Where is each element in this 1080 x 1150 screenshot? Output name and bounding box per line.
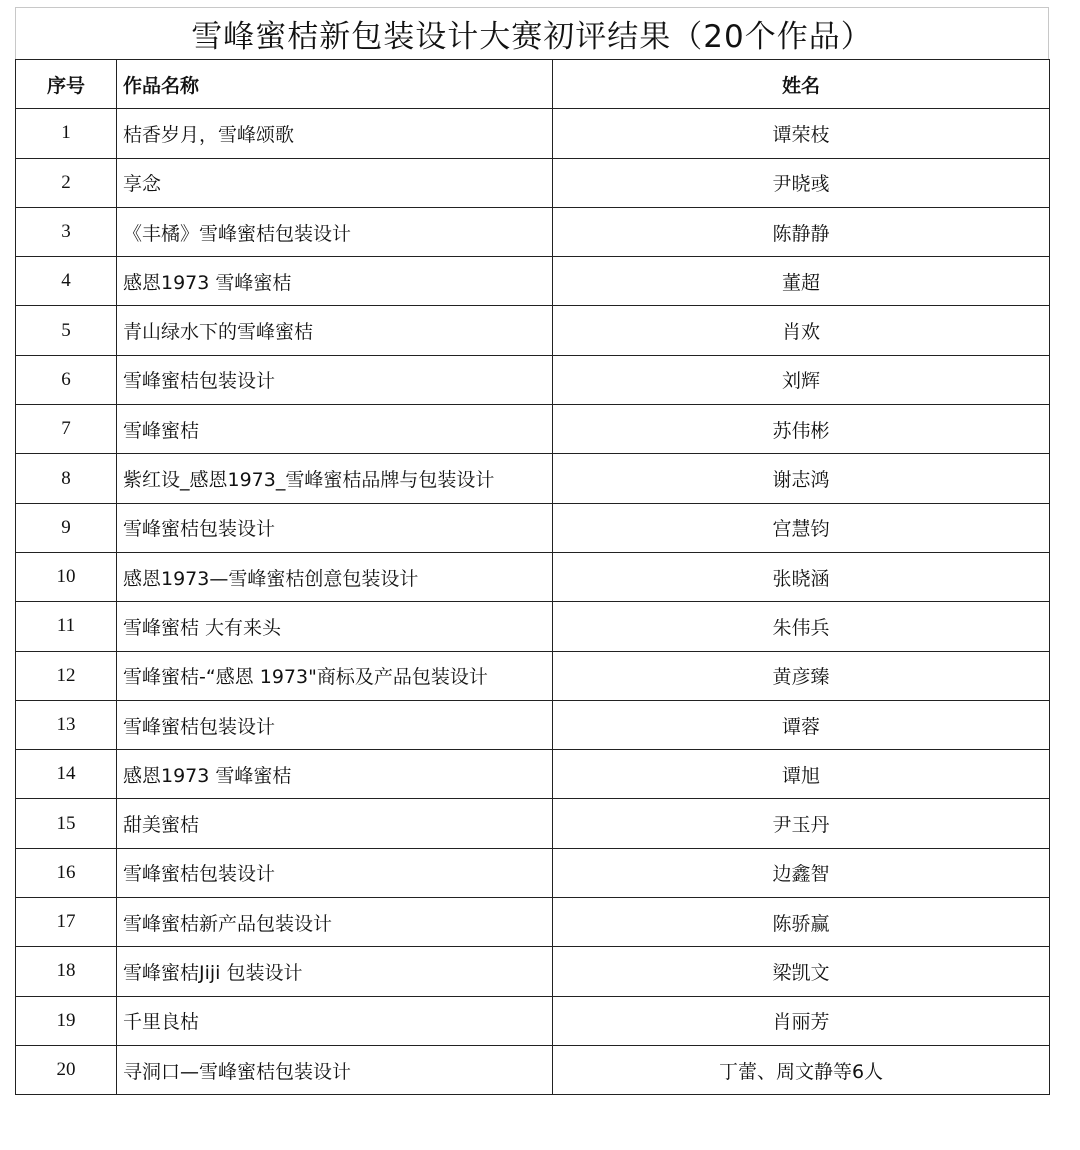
cell-serial-number: 2 xyxy=(16,158,117,207)
cell-serial-number: 15 xyxy=(16,799,117,848)
cell-work-title xyxy=(117,996,553,1045)
table-row xyxy=(16,1045,1050,1094)
work-title-text: 千里良枯 xyxy=(123,1011,200,1034)
cell-author-name: 肖欢 xyxy=(553,306,1050,355)
cell-author-name: 宫慧钧 xyxy=(553,503,1050,552)
cell-work-title xyxy=(117,257,553,306)
table-row xyxy=(16,848,1050,897)
cell-work-title xyxy=(117,1045,553,1094)
cell-work-title xyxy=(117,552,553,601)
cell-work-title xyxy=(117,207,553,256)
table-row xyxy=(16,799,1050,848)
cell-work-title xyxy=(117,700,553,749)
work-title-text: 雪峰蜜桔包装设计 xyxy=(123,863,276,886)
table-row xyxy=(16,651,1050,700)
cell-author-name: 尹玉丹 xyxy=(553,799,1050,848)
cell-work-title xyxy=(117,109,553,158)
work-title-text: 《丰橘》雪峰蜜桔包装设计 xyxy=(123,222,352,245)
cell-author-name: 谭蓉 xyxy=(553,700,1050,749)
cell-work-title xyxy=(117,355,553,404)
cell-author-name: 谢志鸿 xyxy=(553,454,1050,503)
cell-author-name: 边鑫智 xyxy=(553,848,1050,897)
cell-work-title xyxy=(117,158,553,207)
cell-serial-number: 17 xyxy=(16,898,117,947)
work-title-text: 寻洞口—雪峰蜜桔包装设计 xyxy=(123,1060,352,1083)
cell-serial-number: 3 xyxy=(16,207,117,256)
cell-serial-number: 7 xyxy=(16,405,117,454)
header-author-name: 姓名 xyxy=(553,60,1050,109)
cell-serial-number: 18 xyxy=(16,947,117,996)
work-title-text: 享念 xyxy=(123,173,162,196)
cell-serial-number: 19 xyxy=(16,996,117,1045)
cell-work-title xyxy=(117,799,553,848)
cell-serial-number: 9 xyxy=(16,503,117,552)
table-row xyxy=(16,700,1050,749)
cell-serial-number: 6 xyxy=(16,355,117,404)
title-bar xyxy=(15,7,1049,59)
table-row xyxy=(16,552,1050,601)
table-row xyxy=(16,750,1050,799)
work-title-text: 雪峰蜜桔包装设计 xyxy=(123,370,276,393)
table-row xyxy=(16,898,1050,947)
cell-author-name: 尹晓彧 xyxy=(553,158,1050,207)
cell-author-name: 谭荣枝 xyxy=(553,109,1050,158)
results-sheet xyxy=(15,7,1049,1095)
cell-author-name: 梁凯文 xyxy=(553,947,1050,996)
cell-serial-number: 11 xyxy=(16,602,117,651)
work-title-text: 青山绿水下的雪峰蜜桔 xyxy=(123,321,314,344)
table-row xyxy=(16,158,1050,207)
work-title-text: 桔香岁月，雪峰颂歌 xyxy=(123,123,295,146)
table-header-row xyxy=(16,60,1050,109)
cell-serial-number: 8 xyxy=(16,454,117,503)
table-row xyxy=(16,355,1050,404)
work-title-text: 雪峰蜜桔-“感恩 1973"商标及产品包装设计 xyxy=(123,666,488,689)
cell-author-name: 黄彦臻 xyxy=(553,651,1050,700)
cell-serial-number: 5 xyxy=(16,306,117,355)
cell-serial-number: 14 xyxy=(16,750,117,799)
cell-work-title xyxy=(117,947,553,996)
cell-serial-number: 12 xyxy=(16,651,117,700)
work-title-text: 感恩1973 雪峰蜜桔 xyxy=(123,764,292,787)
cell-work-title xyxy=(117,503,553,552)
table-row xyxy=(16,405,1050,454)
cell-work-title xyxy=(117,651,553,700)
table-row xyxy=(16,602,1050,651)
cell-author-name: 谭旭 xyxy=(553,750,1050,799)
table-row xyxy=(16,996,1050,1045)
work-title-text: 雪峰蜜桔新产品包装设计 xyxy=(123,912,333,935)
cell-author-name: 陈骄赢 xyxy=(553,898,1050,947)
cell-work-title xyxy=(117,454,553,503)
results-table xyxy=(15,59,1050,1095)
table-row xyxy=(16,454,1050,503)
cell-serial-number: 10 xyxy=(16,552,117,601)
cell-work-title xyxy=(117,602,553,651)
work-title-text: 感恩1973 雪峰蜜桔 xyxy=(123,271,292,294)
results-table-body xyxy=(16,109,1050,1095)
work-title-text: 雪峰蜜桔包装设计 xyxy=(123,518,276,541)
work-title-text: 雪峰蜜桔 大有来头 xyxy=(123,616,282,639)
cell-serial-number: 4 xyxy=(16,257,117,306)
cell-author-name: 董超 xyxy=(553,257,1050,306)
work-title-text: 感恩1973—雪峰蜜桔创意包装设计 xyxy=(123,567,419,590)
cell-author-name: 张晓涵 xyxy=(553,552,1050,601)
work-title-text: 紫红设_感恩1973_雪峰蜜桔品牌与包装设计 xyxy=(123,469,495,492)
cell-serial-number: 20 xyxy=(16,1045,117,1094)
table-row xyxy=(16,503,1050,552)
cell-serial-number: 13 xyxy=(16,700,117,749)
table-row xyxy=(16,257,1050,306)
table-row xyxy=(16,109,1050,158)
cell-author-name: 刘辉 xyxy=(553,355,1050,404)
cell-work-title xyxy=(117,306,553,355)
table-row xyxy=(16,947,1050,996)
work-title-text: 甜美蜜桔 xyxy=(123,814,200,837)
cell-author-name: 肖丽芳 xyxy=(553,996,1050,1045)
cell-author-name: 苏伟彬 xyxy=(553,405,1050,454)
cell-serial-number: 1 xyxy=(16,109,117,158)
cell-author-name: 丁蕾、周文静等6人 xyxy=(553,1045,1050,1094)
cell-work-title xyxy=(117,898,553,947)
header-work-title: 作品名称 xyxy=(117,60,553,109)
cell-work-title xyxy=(117,848,553,897)
table-row xyxy=(16,306,1050,355)
cell-serial-number: 16 xyxy=(16,848,117,897)
page-title: 雪峰蜜桔新包装设计大赛初评结果（20个作品） xyxy=(191,19,873,55)
cell-work-title xyxy=(117,405,553,454)
header-serial-number: 序号 xyxy=(16,60,117,109)
work-title-text: 雪峰蜜桔 xyxy=(123,419,200,442)
work-title-text: 雪峰蜜桔Jiji 包装设计 xyxy=(123,961,303,984)
cell-author-name: 陈静静 xyxy=(553,207,1050,256)
cell-author-name: 朱伟兵 xyxy=(553,602,1050,651)
work-title-text: 雪峰蜜桔包装设计 xyxy=(123,715,276,738)
cell-work-title xyxy=(117,750,553,799)
table-row xyxy=(16,207,1050,256)
